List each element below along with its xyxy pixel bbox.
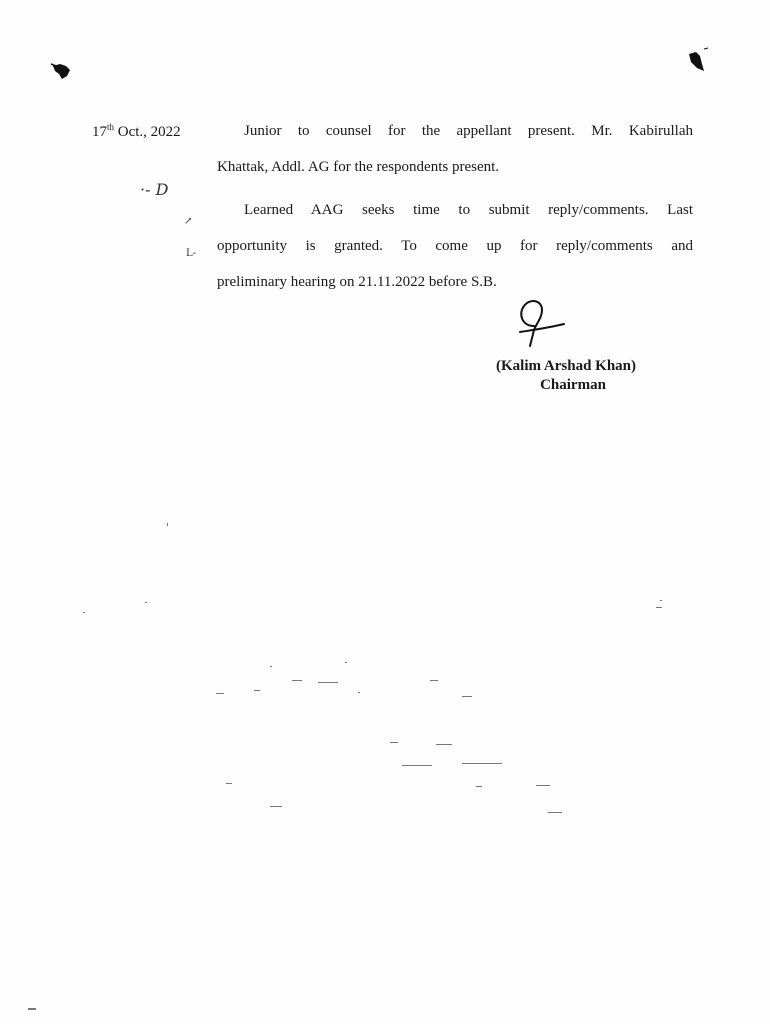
scan-speck xyxy=(436,744,452,745)
scan-speck xyxy=(83,612,85,613)
scan-speck xyxy=(226,783,232,784)
scan-speck xyxy=(28,1008,36,1010)
paragraph-2-line-1: Learned AAG seeks time to submit reply/comments. Last xyxy=(244,202,693,218)
scan-speck xyxy=(476,786,482,787)
signatory-title: Chairman xyxy=(540,377,606,393)
scan-speck xyxy=(656,607,662,608)
scan-speck xyxy=(462,696,472,697)
margin-note-initial: ·- D xyxy=(140,180,169,199)
scan-speck xyxy=(216,693,224,694)
scan-speck xyxy=(358,692,360,693)
scan-speck xyxy=(536,785,550,786)
scan-speck xyxy=(462,763,502,764)
scan-speck xyxy=(318,682,338,683)
date-month-year: Oct., 2022 xyxy=(114,124,181,140)
date-ordinal-suffix: th xyxy=(107,122,115,132)
proceedings-paragraph-1 xyxy=(217,113,693,185)
paragraph-2-line-2: opportunity is granted. To come up for reply/comments and xyxy=(217,238,693,254)
scan-speck xyxy=(270,666,272,667)
scan-speck xyxy=(254,690,260,691)
margin-note-arrow: ↗ xyxy=(184,216,193,227)
date-day: 17 xyxy=(92,124,107,140)
handwritten-signature xyxy=(508,296,566,348)
scan-speck xyxy=(390,742,398,743)
scan-speck xyxy=(402,765,432,766)
scan-speck xyxy=(345,662,347,663)
hearing-date xyxy=(92,122,181,141)
scan-blot-top-left xyxy=(50,60,76,82)
scan-speck xyxy=(145,602,147,603)
scan-speck xyxy=(660,600,662,601)
scan-speck xyxy=(548,812,562,813)
scan-speck xyxy=(292,680,302,681)
paragraph-1-line-1: Junior to counsel for the appellant present. Mr. Kabirullah xyxy=(244,123,693,139)
proceedings-paragraph-2 xyxy=(217,192,693,300)
scan-speck xyxy=(270,806,282,807)
scan-speck xyxy=(167,523,168,526)
scan-speck xyxy=(430,680,438,681)
paragraph-1-line-2: Khattak, Addl. AG for the respondents present. xyxy=(217,159,500,175)
paragraph-2-line-3: preliminary hearing on 21.11.2022 before S.B. xyxy=(217,274,497,290)
margin-note-mark: L- xyxy=(186,248,197,259)
signatory-name: (Kalim Arshad Khan) xyxy=(495,358,637,374)
scan-blot-top-right xyxy=(686,46,712,74)
